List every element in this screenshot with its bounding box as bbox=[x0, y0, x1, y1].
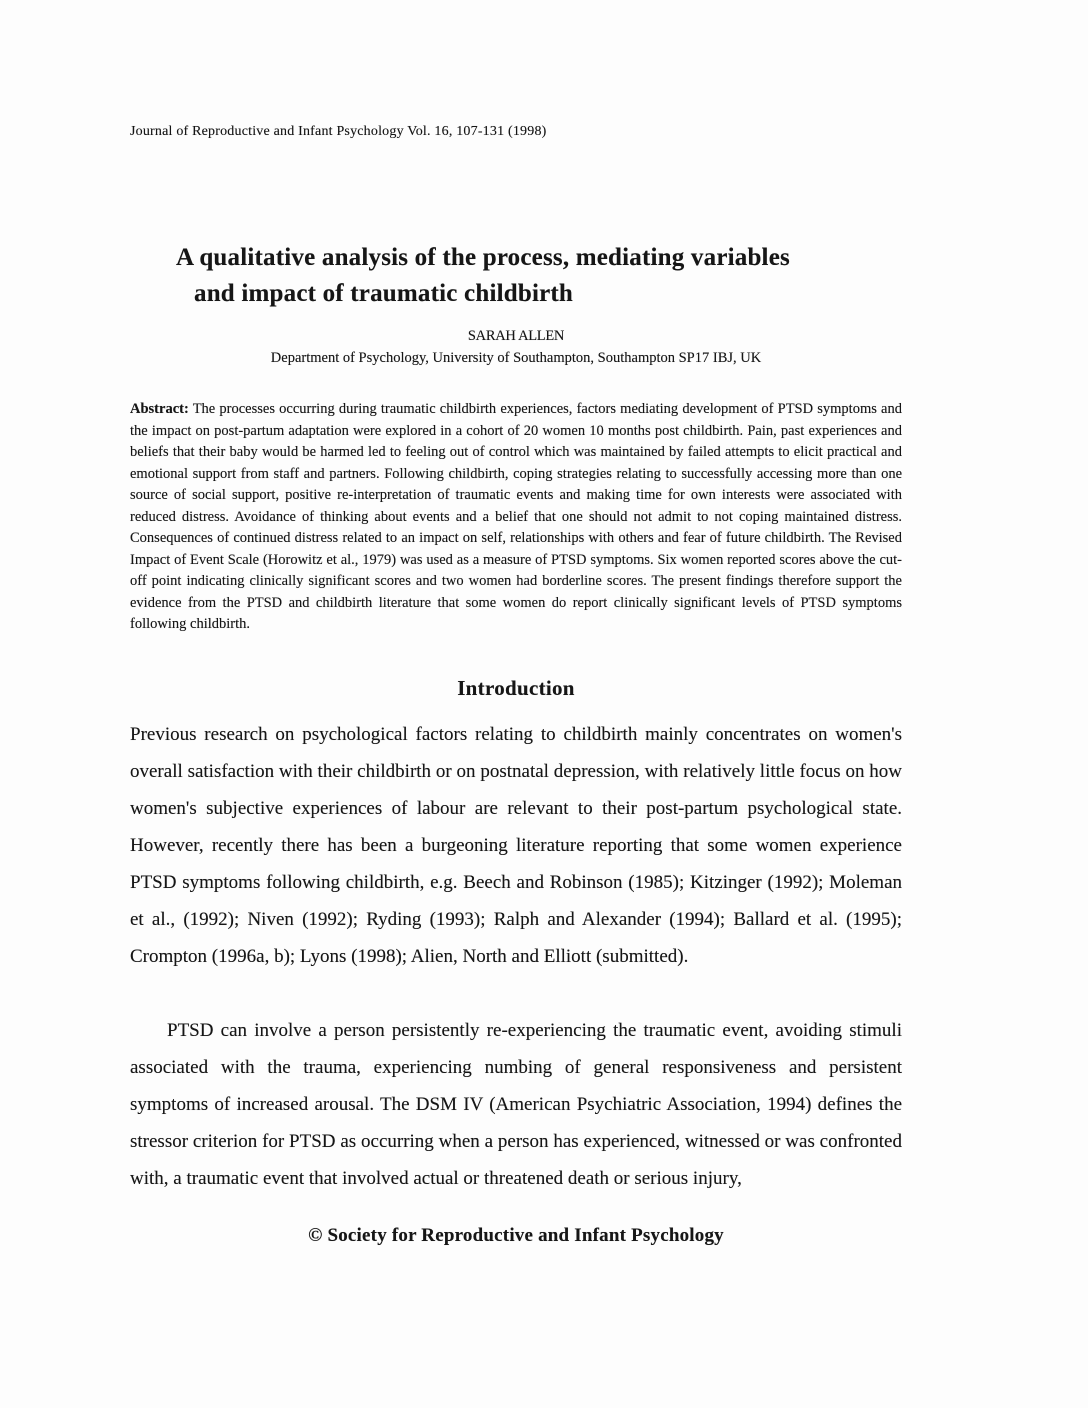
abstract-label: Abstract: bbox=[130, 401, 189, 417]
introduction-paragraph-1: Previous research on psychological factors relating to childbirth mainly concentrates on women's overall satisfaction with their childbirth or on postnatal depression, with relatively little focus on how women's subjective experiences of labour are relevant to their post-partum psychological state. However, recently there has been a burgeoning literature reporting that some women experience PTSD symptoms following childbirth, e.g. Beech and Robinson (1985); Kitzinger (1992); Moleman et al., (1992); Niven (1992); Ryding (1993); Ralph and Alexander (1994); Ballard et al. (1995); Crompton (1996a, b); Lyons (1998); Alien, North and Elliott (submitted). bbox=[130, 723, 902, 967]
journal-header-line: Journal of Reproductive and Infant Psychology Vol. 16, 107-131 (1998) bbox=[130, 124, 547, 139]
author-name: SARAH ALLEN bbox=[467, 328, 565, 344]
article-title-line2: and impact of traumatic childbirth bbox=[194, 280, 574, 307]
author-affiliation: Department of Psychology, University of Southampton, Southampton SP17 IBJ, UK bbox=[270, 350, 762, 366]
copyright-footer: © Society for Reproductive and Infant Psychology bbox=[308, 1224, 724, 1246]
section-heading-introduction: Introduction bbox=[457, 675, 575, 700]
article-title-line1: A qualitative analysis of the process, mediating variables bbox=[176, 244, 790, 271]
page-content-column bbox=[130, 124, 902, 1247]
abstract-paragraph bbox=[130, 399, 902, 636]
article-title bbox=[176, 240, 902, 312]
abstract-text: The processes occurring during traumatic childbirth experiences, factors mediating development of PTSD symptoms and the impact on post-partum adaptation were explored in a cohort of 20 women 10 months post childbirth. Pain, past experiences and beliefs that their baby would be harmed led to feeling out of control which was maintained by failed attempts to elicit practical and emotional support from staff and partners. Following childbirth, coping strategies relating to successfully accessing more than one source of social support, positive re-interpretation of traumatic events and making time for own interests were associated with reduced distress. Avoidance of thinking about events and a belief that one should not admit to not coping maintained distress. Consequences of continued distress related to an impact on self, relationships with others and fear of future childbirth. The Revised Impact of Event Scale (Horowitz et al., 1979) was used as a measure of PTSD symptoms. Six women reported scores above the cut-off point indicating clinically significant scores and two women had borderline scores. The present findings therefore support the evidence from the PTSD and childbirth literature that some women do report clinically significant levels of PTSD symptoms following childbirth. bbox=[130, 401, 902, 632]
introduction-paragraph-2: PTSD can involve a person persistently re-experiencing the traumatic event, avoiding stimuli associated with the trauma, experiencing numbing of general responsiveness and persistent symptoms of increased arousal. The DSM IV (American Psychiatric Association, 1994) defines the stressor criterion for PTSD as occurring when a person has experienced, witnessed or was confronted with, a traumatic event that involved actual or threatened death or serious injury, bbox=[130, 1019, 902, 1189]
